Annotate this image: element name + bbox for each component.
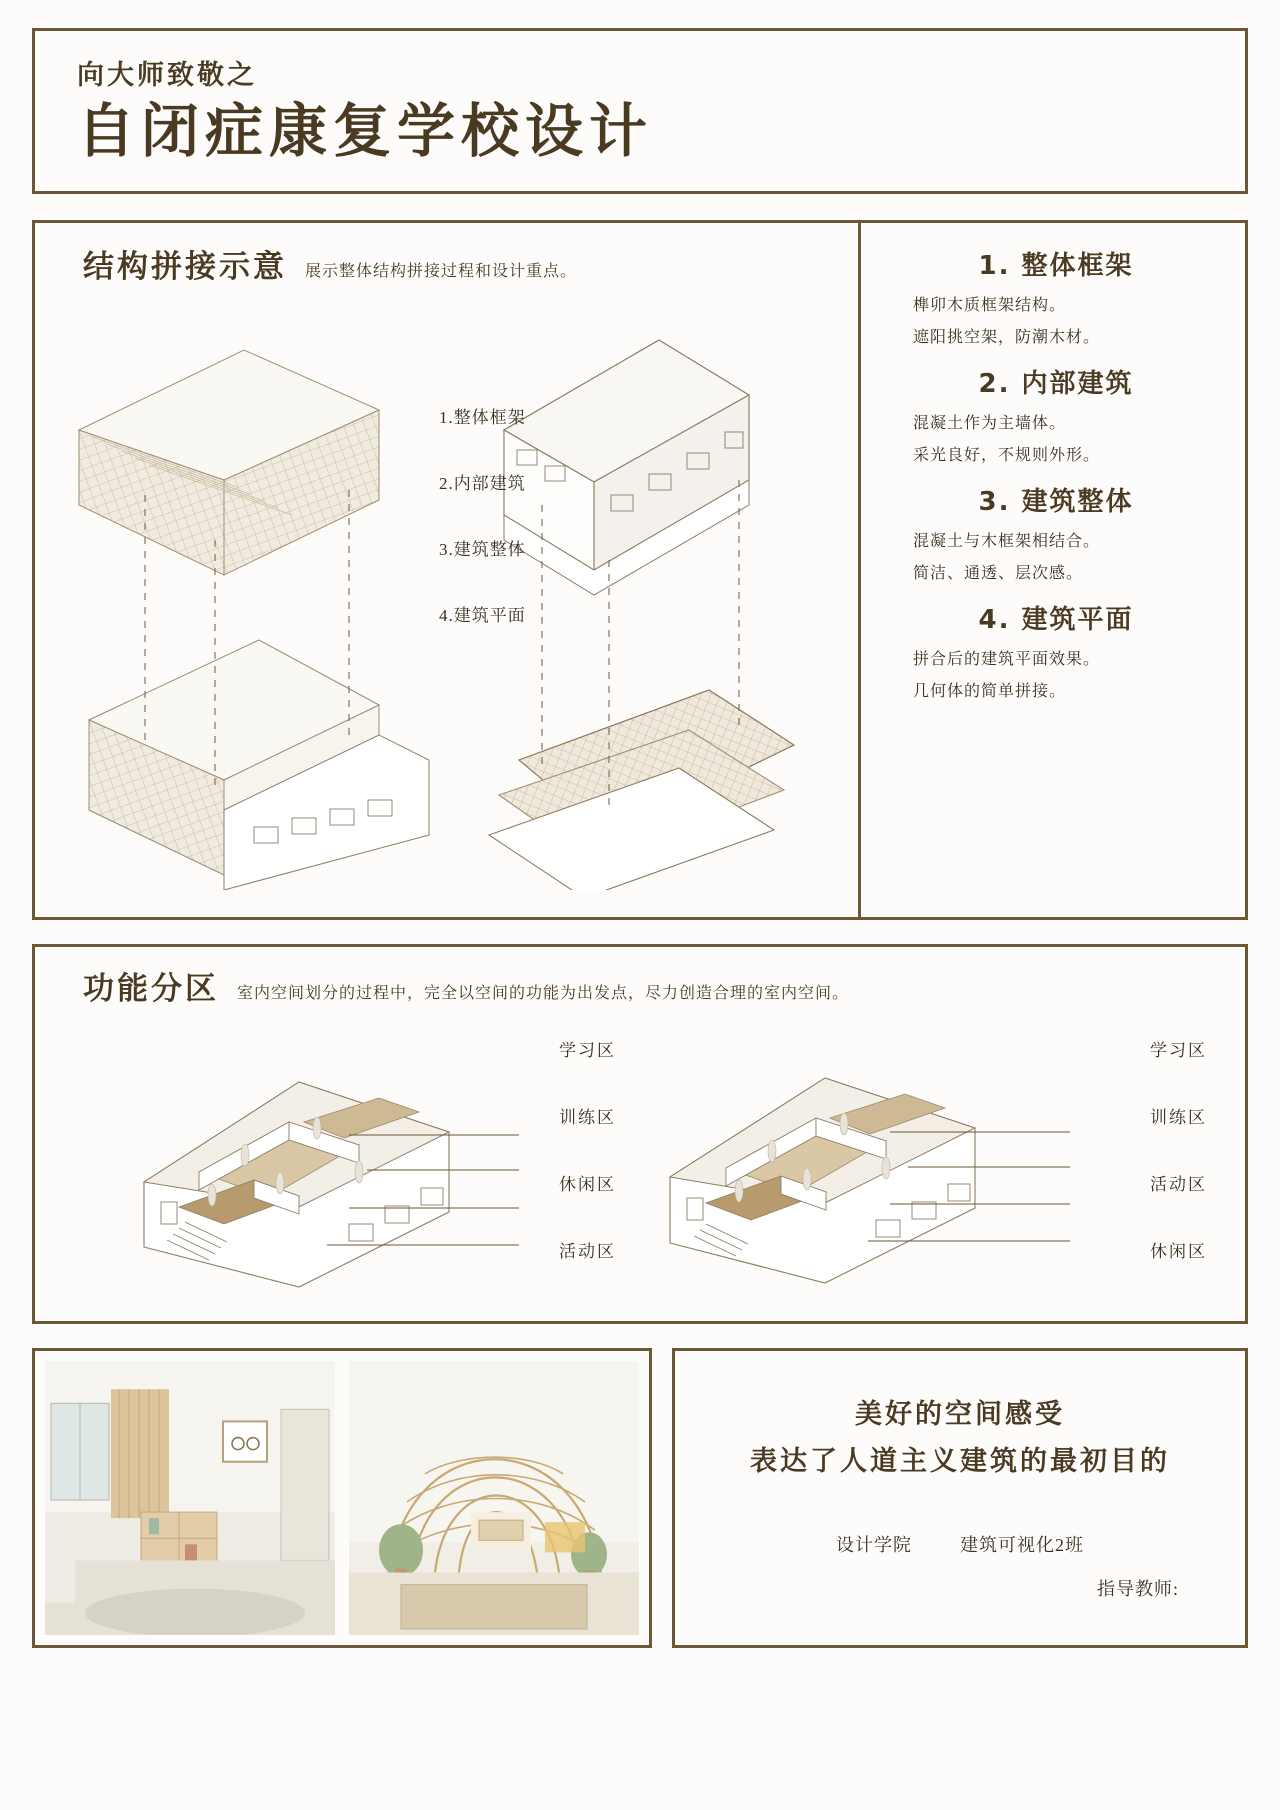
step-3-line-1: 混凝土与木框架相结合。 <box>913 532 1101 550</box>
zoning-description: 室内空间划分的过程中，完全以空间的功能为出发点，尽力创造合理的室内空间。 <box>237 984 850 1002</box>
structure-header <box>83 241 844 286</box>
footer-text-panel <box>672 1348 1248 1648</box>
step-3-line-2: 简洁、通透、层次感。 <box>913 564 1084 582</box>
structure-legend <box>439 403 526 667</box>
step-1 <box>887 245 1225 347</box>
interior-render-1 <box>45 1361 335 1635</box>
concrete-volume-top-right <box>504 340 749 595</box>
structure-description: 展示整体结构拼接过程和设计重点。 <box>305 262 578 280</box>
floor-plates-bottom-right <box>489 690 794 890</box>
credits-block <box>705 1531 1215 1601</box>
render-photos <box>32 1348 652 1648</box>
zoning-panels <box>49 1012 1231 1302</box>
step-1-line-1: 榫卯木质框架结构。 <box>913 296 1067 314</box>
step-3 <box>887 481 1225 583</box>
step-4-line-2: 几何体的简单拼接。 <box>913 682 1067 700</box>
step-2-line-2: 采光良好，不规则外形。 <box>913 446 1101 464</box>
zone-label-right-3: 活动区 <box>1150 1174 1207 1194</box>
zoning-header <box>83 963 1231 1008</box>
interior-render-2 <box>349 1361 639 1635</box>
credit-class: 建筑可视化2班 <box>960 1535 1084 1556</box>
step-3-title: 3. 建筑整体 <box>978 486 1134 517</box>
zoning-panel-left <box>49 1012 640 1302</box>
zone-label-left-1: 学习区 <box>559 1040 616 1060</box>
credit-teacher: 指导教师: <box>1096 1579 1179 1600</box>
step-2-line-1: 混凝土作为主墙体。 <box>913 414 1067 432</box>
legend-item-4: 4.建筑平面 <box>439 605 526 625</box>
poster-subtitle: 向大师致敬之 <box>77 60 257 91</box>
frame-canopy-top-left <box>79 350 379 575</box>
zone-label-right-4: 休闲区 <box>1150 1241 1207 1261</box>
section-zoning <box>32 944 1248 1324</box>
step-4-line-1: 拼合后的建筑平面效果。 <box>913 650 1101 668</box>
zone-label-left-3: 休闲区 <box>559 1174 616 1194</box>
step-1-line-2: 遮阳挑空架，防潮木材。 <box>913 328 1101 346</box>
step-2 <box>887 363 1225 465</box>
zoning-heading: 功能分区 <box>83 970 219 1007</box>
legend-item-1: 1.整体框架 <box>439 407 526 427</box>
structure-diagram-panel <box>35 223 861 917</box>
step-4-title: 4. 建筑平面 <box>978 604 1134 635</box>
interior-render-1-image <box>45 1361 335 1635</box>
zone-label-left-2: 训练区 <box>559 1107 616 1127</box>
interior-render-2-image <box>349 1361 639 1635</box>
structure-heading: 结构拼接示意 <box>83 248 287 285</box>
step-4 <box>887 599 1225 701</box>
zoning-labels-right <box>1150 1036 1207 1304</box>
credits-row <box>705 1531 1215 1557</box>
credit-college: 设计学院 <box>836 1535 912 1556</box>
step-2-title: 2. 内部建筑 <box>978 368 1134 399</box>
slogan-line-1: 美好的空间感受 <box>855 1398 1065 1430</box>
title-block <box>32 28 1248 194</box>
legend-item-3: 3.建筑整体 <box>439 539 526 559</box>
zoning-panel-right <box>640 1012 1231 1302</box>
zone-label-right-1: 学习区 <box>1150 1040 1207 1060</box>
zone-label-left-4: 活动区 <box>559 1241 616 1261</box>
section-footer <box>32 1348 1248 1648</box>
frame-with-volume-bottom-left <box>89 640 429 890</box>
zoning-labels-left <box>559 1036 616 1304</box>
step-1-title: 1. 整体框架 <box>978 250 1134 281</box>
structure-steps-panel <box>861 223 1245 917</box>
section-structure <box>32 220 1248 920</box>
legend-item-2: 2.内部建筑 <box>439 473 526 493</box>
slogan-line-2: 表达了人道主义建筑的最初目的 <box>750 1445 1170 1477</box>
zone-label-right-2: 训练区 <box>1150 1107 1207 1127</box>
page-title: 自闭症康复学校设计 <box>77 97 654 165</box>
